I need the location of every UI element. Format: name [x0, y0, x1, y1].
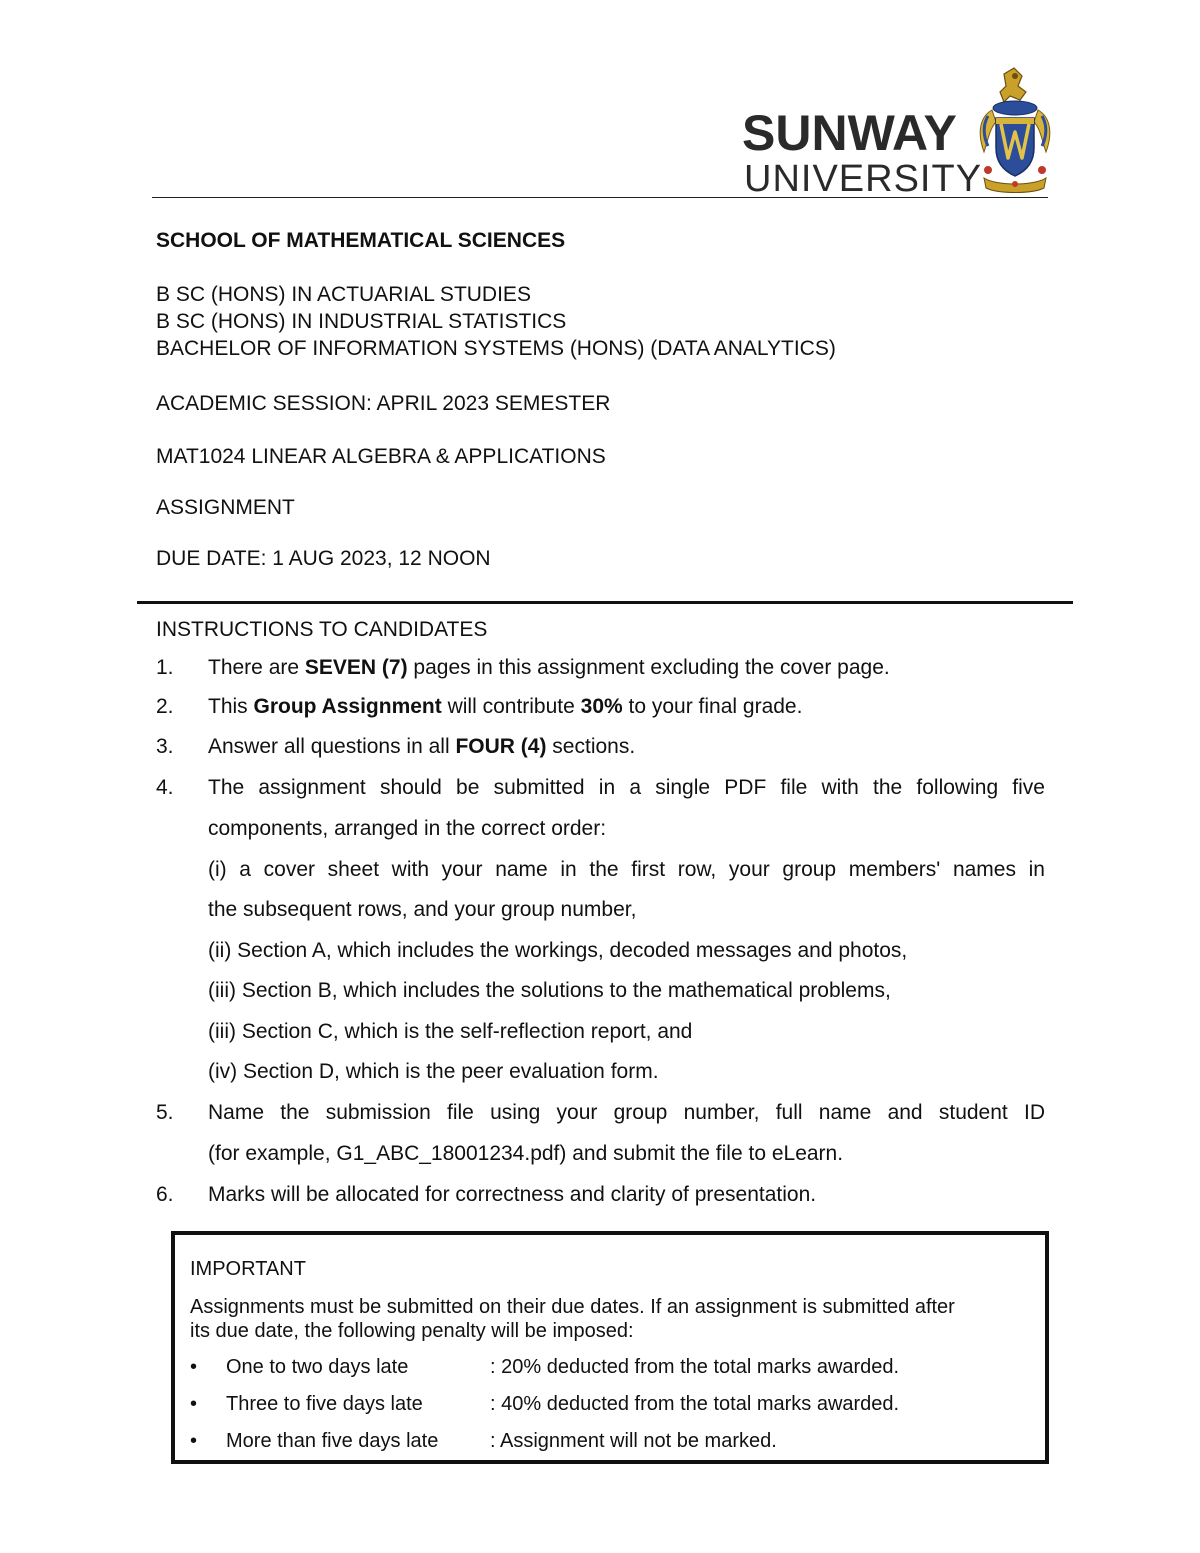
- instruction-1: 1. There are SEVEN (7) pages in this assignment excluding the cover page.: [156, 656, 890, 679]
- university-crest-icon: [974, 66, 1056, 196]
- important-text-line-2: its due date, the following penalty will be imposed:: [190, 1320, 634, 1342]
- instruction-number: 1.: [156, 656, 174, 679]
- instruction-4-sub-i-cont: the subsequent rows, and your group number,: [208, 898, 637, 921]
- penalty-label: More than five days late: [226, 1430, 439, 1452]
- programme-1: B SC (HONS) IN ACTUARIAL STUDIES: [156, 283, 531, 306]
- instruction-number: 6.: [156, 1183, 174, 1206]
- bullet-icon: •: [190, 1393, 198, 1415]
- instruction-5-line-1: Name the submission file using your group number, full name and student ID: [208, 1101, 1045, 1124]
- course-title: MAT1024 LINEAR ALGEBRA & APPLICATIONS: [156, 445, 606, 468]
- instruction-2: 2. This Group Assignment will contribute 30% to your final grade.: [156, 695, 803, 718]
- document-type: ASSIGNMENT: [156, 496, 295, 519]
- instruction-4-sub-iv: (iv) Section D, which is the peer evaluation form.: [208, 1060, 659, 1083]
- due-date: DUE DATE: 1 AUG 2023, 12 NOON: [156, 547, 491, 570]
- important-text-line-1: Assignments must be submitted on their due dates. If an assignment is submitted after: [190, 1296, 955, 1318]
- penalty-value: : 40% deducted from the total marks awarded.: [490, 1393, 900, 1415]
- university-logo: [742, 66, 1054, 198]
- instruction-4-line-2: components, arranged in the correct order:: [208, 817, 607, 840]
- bullet-icon: •: [190, 1356, 198, 1378]
- important-title: IMPORTANT: [190, 1258, 306, 1280]
- instruction-4-line-1: The assignment should be submitted in a single PDF file with the following five: [208, 776, 1045, 799]
- instruction-4: [156, 774, 208, 801]
- logo-text-sunway: SUNWAY: [742, 105, 957, 161]
- programme-2: B SC (HONS) IN INDUSTRIAL STATISTICS: [156, 310, 567, 333]
- penalty-value: : 20% deducted from the total marks awarded.: [490, 1356, 900, 1378]
- instruction-4-sub-ii: (ii) Section A, which includes the workings, decoded messages and photos,: [208, 939, 908, 962]
- instruction-4-sub-iii-c: (iii) Section C, which is the self-reflection report, and: [208, 1020, 693, 1043]
- section-divider: [137, 601, 1073, 604]
- instruction-number: 2.: [156, 695, 174, 718]
- academic-session: ACADEMIC SESSION: APRIL 2023 SEMESTER: [156, 392, 611, 415]
- instruction-4-sub-iii-b: (iii) Section B, which includes the solutions to the mathematical problems,: [208, 979, 891, 1002]
- school-name: SCHOOL OF MATHEMATICAL SCIENCES: [156, 229, 566, 252]
- penalty-label: One to two days late: [226, 1356, 409, 1378]
- instruction-6: 6. Marks will be allocated for correctness and clarity of presentation.: [156, 1183, 817, 1206]
- instruction-number: 5.: [156, 1101, 174, 1124]
- instructions-title: INSTRUCTIONS TO CANDIDATES: [156, 618, 488, 641]
- header-divider: [152, 197, 1048, 198]
- instruction-5-line-2: (for example, G1_ABC_18001234.pdf) and submit the file to eLearn.: [208, 1142, 844, 1165]
- logo-text-university: UNIVERSITY: [744, 158, 983, 200]
- instruction-5: [156, 1099, 208, 1126]
- instruction-4-sub-i: (i) a cover sheet with your name in the first row, your group members' names in: [208, 858, 1045, 881]
- penalty-value: : Assignment will not be marked.: [490, 1430, 777, 1452]
- important-notice-box: [171, 1231, 1049, 1464]
- instruction-number: 3.: [156, 735, 174, 758]
- instruction-number: 4.: [156, 776, 174, 799]
- programme-3: BACHELOR OF INFORMATION SYSTEMS (HONS) (DATA ANALYTICS): [156, 337, 836, 360]
- bullet-icon: •: [190, 1430, 198, 1452]
- penalty-label: Three to five days late: [226, 1393, 423, 1415]
- instruction-3: 3. Answer all questions in all FOUR (4) sections.: [156, 735, 636, 758]
